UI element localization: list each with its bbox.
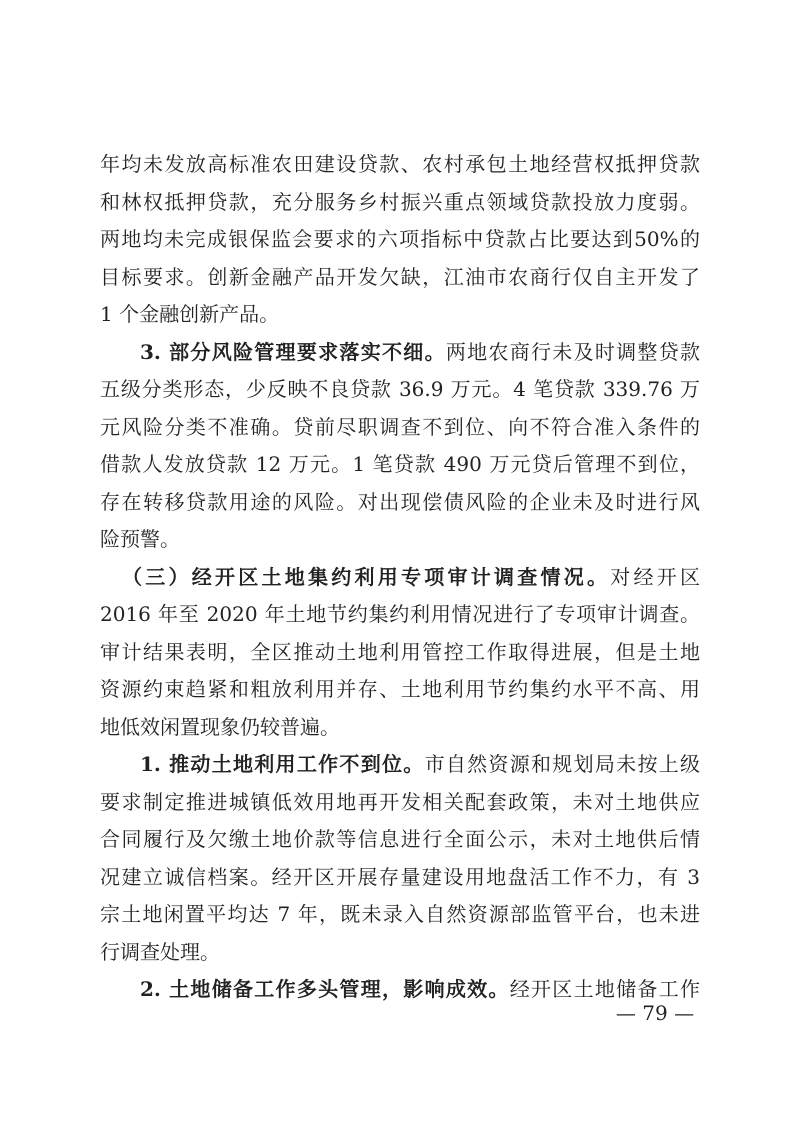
- section-heading: （三）经开区土地集约利用专项审计调查情况。: [122, 564, 611, 589]
- paragraph-text: 市自然资源和规划局未按上级: [424, 752, 701, 776]
- text-line: 要求制定推进城镇低效用地再开发相关配套政策，未对土地供应: [100, 789, 700, 814]
- text-line: 合同履行及欠缴土地价款等信息进行全面公示，未对土地供后情: [100, 827, 700, 851]
- text-line: 况建立诚信档案。经开区开展存量建设用地盘活工作不力，有 3: [100, 864, 700, 889]
- section-heading: 2. 土地储备工作多头管理，影响成效。: [140, 977, 510, 1001]
- paragraph-first-line: [100, 746, 700, 784]
- text-line: 两地均未完成银保监会要求的六项指标中贷款占比要达到50%的: [100, 227, 700, 251]
- paragraph-first-line: [100, 334, 700, 372]
- paragraph-text: 经开区土地储备工作: [509, 977, 701, 1001]
- text-line: 五级分类形态，少反映不良贷款 36.9 万元。4 笔贷款 339.76 万: [100, 377, 700, 401]
- text-line: 1 个金融创新产品。: [100, 302, 280, 326]
- text-line: 借款人发放贷款 12 万元。1 笔贷款 490 万元贷后管理不到位，: [100, 452, 700, 476]
- paragraph-first-line: [100, 559, 700, 597]
- text-line: 地低效闲置现象仍较普遍。: [100, 714, 340, 739]
- paragraph-text: 对经开区: [610, 564, 700, 589]
- paragraph-first-line: [100, 971, 700, 1009]
- section-heading: 1. 推动土地利用工作不到位。: [140, 752, 425, 776]
- text-line: 存在转移贷款用途的风险。对出现偿债风险的企业未及时进行风: [100, 489, 700, 514]
- paragraph-text: 两地农商行未及时调整贷款: [445, 339, 701, 364]
- text-line: 目标要求。创新金融产品开发欠缺，江油市农商行仅自主开发了: [100, 264, 700, 289]
- text-line: 和林权抵押贷款，充分服务乡村振兴重点领域贷款投放力度弱。: [100, 189, 700, 214]
- text-line: 2016 年至 2020 年土地节约集约利用情况进行了专项审计调查。: [100, 602, 700, 626]
- text-line: 年均未发放高标准农田建设贷款、农村承包土地经营权抵押贷款: [100, 152, 700, 176]
- page-number: — 79 —: [615, 1001, 695, 1025]
- text-line: 元风险分类不准确。贷前尽职调查不到位、向不符合准入条件的: [100, 414, 700, 439]
- text-line: 宗土地闲置平均达 7 年，既未录入自然资源部监管平台，也未进: [100, 902, 700, 926]
- text-line: 审计结果表明，全区推动土地利用管控工作取得进展，但是土地: [100, 639, 700, 664]
- section-heading: 3. 部分风险管理要求落实不细。: [140, 339, 446, 364]
- text-line: 资源约束趋紧和粗放利用并存、土地利用节约集约水平不高、用: [100, 677, 700, 701]
- body-text: [100, 146, 700, 1009]
- text-line: 险预警。: [100, 527, 180, 551]
- text-line: 行调查处理。: [100, 939, 220, 964]
